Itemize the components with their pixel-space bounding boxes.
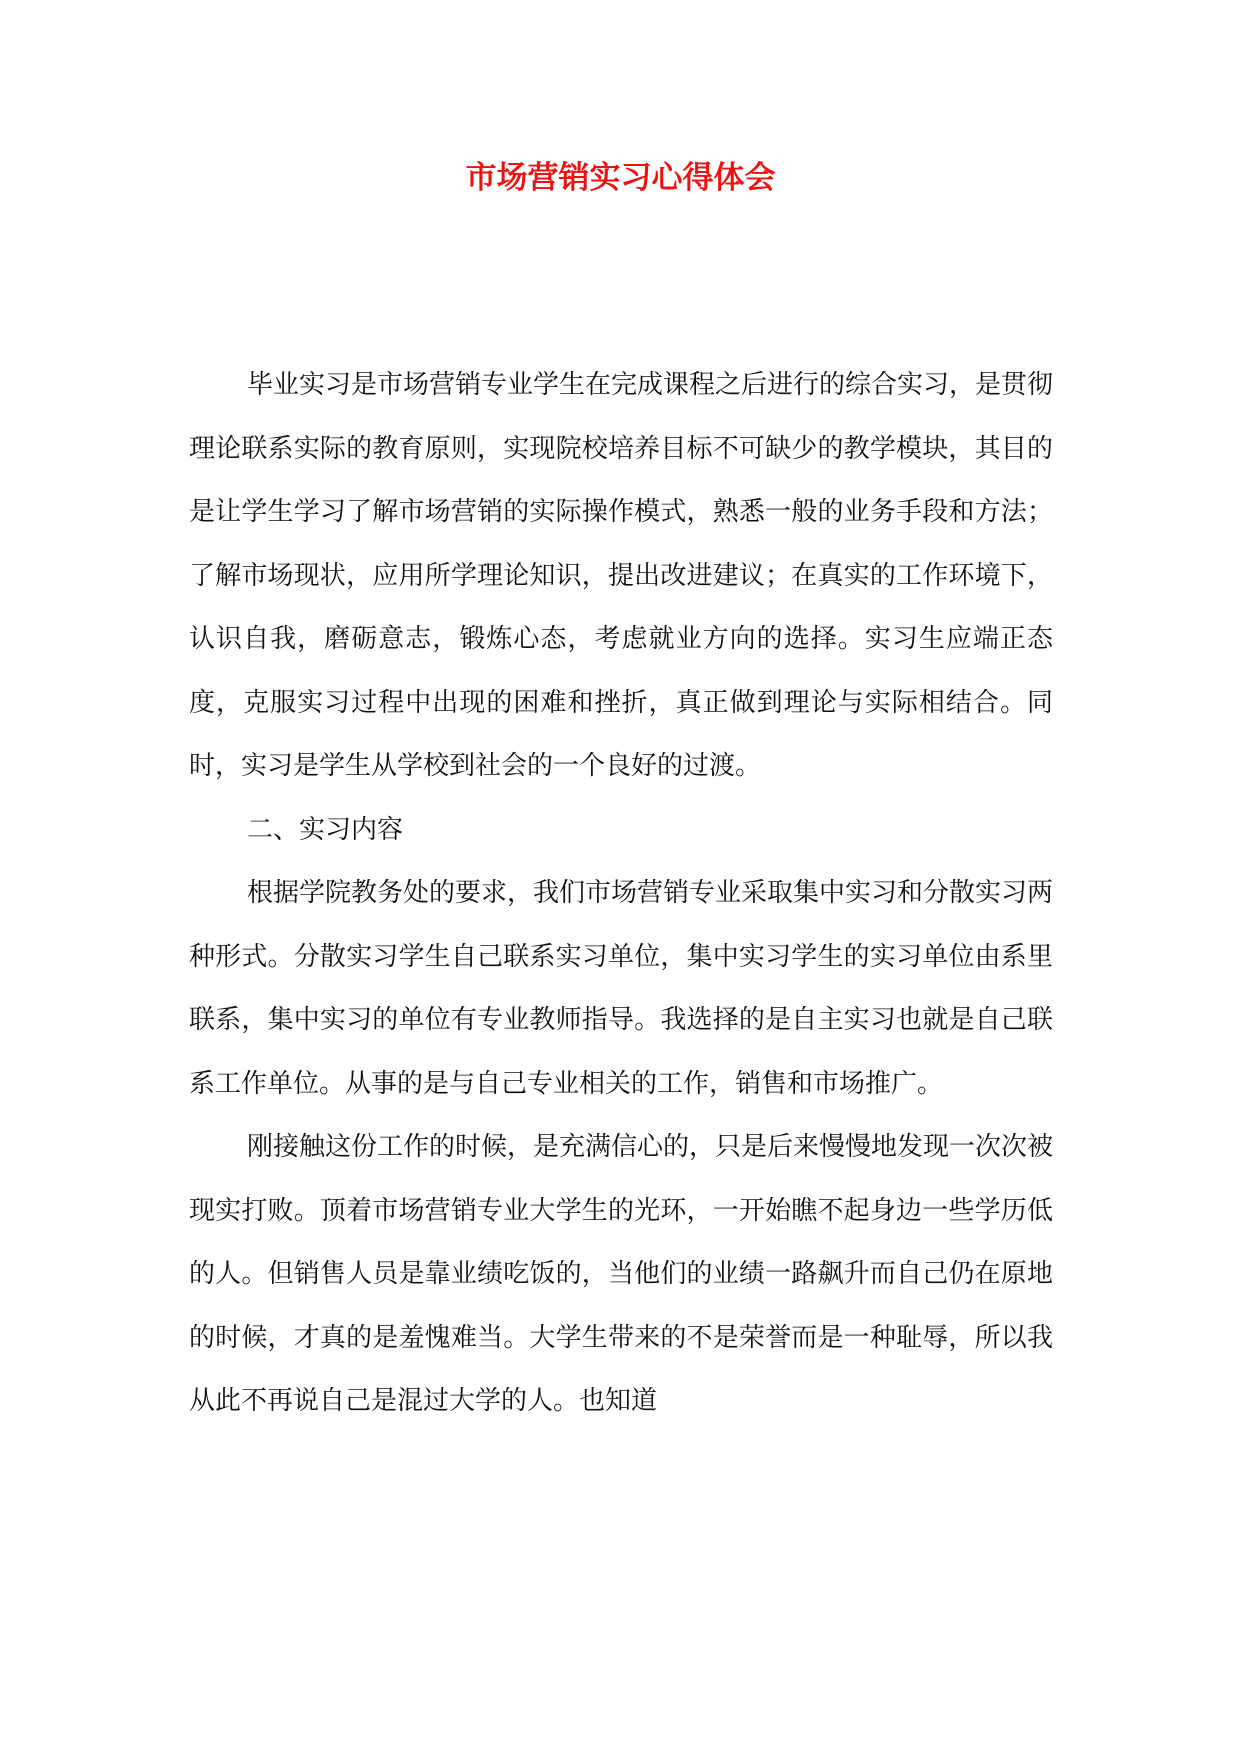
document-title: 市场营销实习心得体会 [465, 160, 776, 196]
section-heading-internship-content: 二、实习内容 [247, 814, 404, 845]
paragraph-internship-form: 根据学院教务处的要求，我们市场营销专业采取集中实习和分散实习两种形式。分散实习学生自己联系实习单位，集中实习学生的实习单位由系里联系，集中实习的单位有专业教师指导。我选择的是自主实习也就是自己联系工作单位。从事的是与自己专业相关的工作，销售和市场推广。 [189, 878, 1054, 1099]
paragraph-intro: 毕业实习是市场营销专业学生在完成课程之后进行的综合实习，是贯彻理论联系实际的教育原则，实现院校培养目标不可缺少的教学模块，其目的是让学生学习了解市场营销的实际操作模式，熟悉一般的业务手段和方法；了解市场现状，应用所学理论知识，提出改进建议；在真实的工作环境下，认识自我，磨砺意志，锻炼心态，考虑就业方向的选择。实习生应端正态度，克服实习过程中出现的困难和挫折，真正做到理论与实际相结合。同时，实习是学生从学校到社会的一个良好的过渡。 [189, 370, 1054, 781]
document-body [189, 354, 1053, 1434]
paragraph-experience: 刚接触这份工作的时候，是充满信心的，只是后来慢慢地发现一次次被现实打败。顶着市场营销专业大学生的光环，一开始瞧不起身边一些学历低的人。但销售人员是靠业绩吃饭的，当他们的业绩一路飙升而自己仍在原地的时候，才真的是羞愧难当。大学生带来的不是荣誉而是一种耻辱，所以我从此不再说自己是混过大学的人。也知道 [189, 1132, 1054, 1416]
